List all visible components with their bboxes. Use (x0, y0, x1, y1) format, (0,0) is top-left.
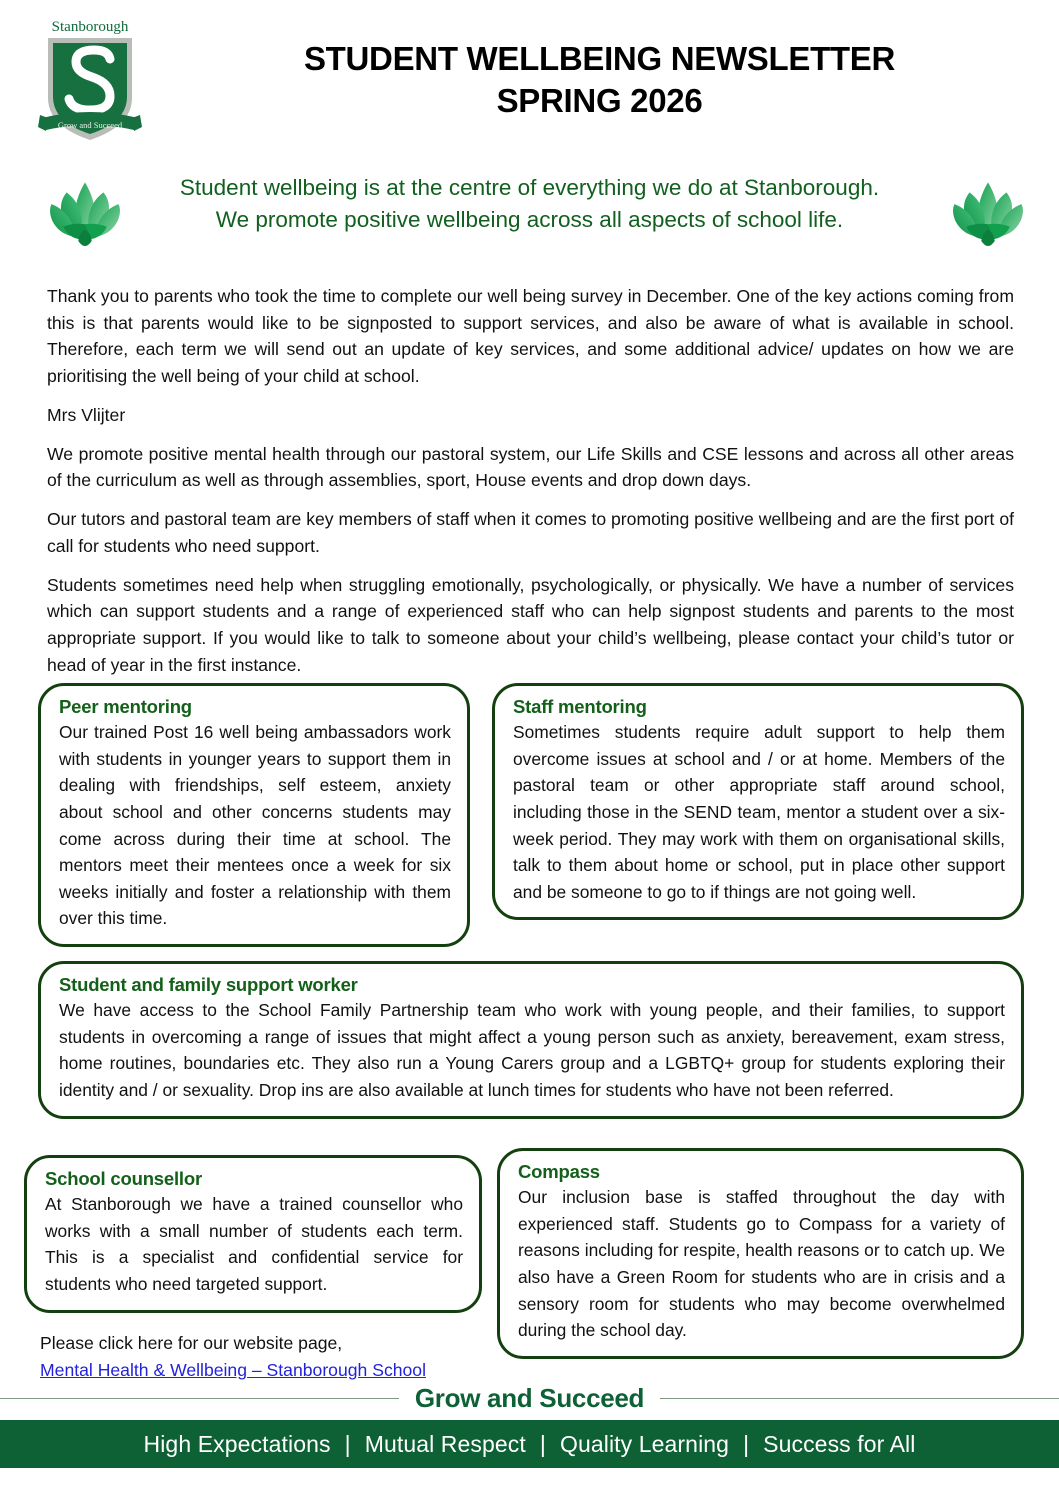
card-title: Staff mentoring (513, 696, 647, 717)
tagline-line-2: We promote positive wellbeing across all aspects of school life. (215, 206, 844, 232)
card-staff-mentoring (492, 683, 1024, 920)
website-link-lead: Please click here for our website page, (40, 1333, 343, 1353)
card-peer-mentoring (38, 683, 470, 947)
divider-rule-left (0, 1398, 399, 1399)
footer-value-quality-learning: Quality Learning (559, 1430, 730, 1457)
newsletter-body (47, 283, 1014, 679)
footer-value-high-expectations: High Expectations (143, 1430, 331, 1457)
footer-value-mutual-respect: Mutual Respect (364, 1430, 526, 1457)
footer-values-bar (0, 1420, 1059, 1468)
card-compass (497, 1148, 1024, 1359)
card-title: Student and family support worker (59, 974, 358, 995)
signature-line: Mrs Vlijter (47, 404, 126, 425)
school-crest-logo (34, 14, 146, 146)
pastoral-team-paragraph: Our tutors and pastoral team are key members of staff when it comes to promoting positive wellbeing and are the first port of call for students who need support. (47, 509, 1014, 556)
footer-separator: | (344, 1430, 351, 1457)
mental-health-paragraph: We promote positive mental health through our pastoral system, our Life Skills and CSE lessons and across all other areas of the curriculum as well as through assemblies, sport, House events and drop down days. (47, 443, 1014, 491)
motto-divider (0, 1378, 1059, 1418)
footer-separator: | (539, 1430, 546, 1457)
support-services-paragraph: Students sometimes need help when struggling emotionally, psychologically, or physically. We have a number of services which can support students and a range of experienced staff who can help signpost students and parents to the most appropriate support. If you would like to talk to someone about your child’s wellbeing, please contact your child’s tutor or head of year in the first instance. (47, 574, 1014, 675)
tagline-text (150, 172, 909, 236)
mental-health-wellbeing-link[interactable]: Mental Health & Wellbeing – Stanborough School (40, 1360, 427, 1381)
website-link-block (40, 1330, 510, 1385)
card-title: School counsellor (45, 1168, 202, 1189)
tagline-row (0, 168, 1059, 264)
footer-value-success-for-all: Success for All (763, 1430, 916, 1457)
lotus-flower-icon (945, 174, 1031, 246)
card-student-family-support-worker (38, 961, 1024, 1119)
intro-paragraph: Thank you to parents who took the time to complete our well being survey in December. One of the key actions coming from this is that parents would like to be signposted to support services, and also be aware of what is available in school. Therefore, each term we will send out an update of key services, and some additional advice/ updates on how we are prioritising the well being of your child at school. (47, 286, 1014, 387)
footer-values-list (144, 1431, 916, 1458)
page-title-line-2: SPRING 2026 (496, 82, 703, 120)
page-title-line-1: STUDENT WELLBEING NEWSLETTER (303, 40, 896, 77)
page-header (0, 0, 1059, 160)
card-body: At Stanborough we have a trained counsellor who works with a small number of students each term. This is a specialist and confidential service for students who need targeted support. (45, 1194, 463, 1294)
card-title: Compass (518, 1161, 600, 1182)
card-school-counsellor (24, 1155, 482, 1313)
card-body: Sometimes students require adult support to help them overcome issues at school and / or at home. Members of the pastoral team or other appropriate staff around school, including those in the SEND team, mentor a student over a six-week period. They may work with them on organisational skills, talk to them about home or school, put in place other support and be someone to go to if things are not going well. (513, 722, 1005, 902)
tagline-line-1: Student wellbeing is at the centre of everything we do at Stanborough. (179, 175, 880, 200)
card-body: Our inclusion base is staffed throughout the day with experienced staff. Students go to Compass for a variety of reasons including for respite, health reasons or to catch up. We also have a Green Room for students who are in crisis and a sensory room for students who may become overwhelmed during the school day. (518, 1187, 1005, 1341)
card-title: Peer mentoring (59, 696, 192, 717)
school-motto: Grow and Succeed (414, 1382, 645, 1413)
svg-text:Stanborough: Stanborough (51, 19, 129, 35)
newsletter-title-block (160, 38, 1039, 122)
footer-separator: | (743, 1430, 750, 1457)
lotus-flower-icon (42, 174, 128, 246)
card-body: Our trained Post 16 well being ambassadors work with students in younger years to support them in dealing with friendships, self esteem, anxiety about school and other concerns students may come across during their time at school. The mentors meet their mentees once a week for six weeks initially and foster a relationship with them over this time. (59, 722, 451, 929)
svg-text:Grow and Succeed: Grow and Succeed (57, 120, 123, 130)
divider-rule-right (660, 1398, 1059, 1399)
card-body: We have access to the School Family Partnership team who work with young people, and their families, to support students in overcoming a range of issues that might affect a young person such as anxiety, bereavement, exam stress, home routines, boundaries etc. They also run a Young Carers group and a LGBTQ+ group for students exploring their identity and / or sexuality. Drop ins are also available at lunch times for students who have not been referred. (59, 1000, 1005, 1100)
